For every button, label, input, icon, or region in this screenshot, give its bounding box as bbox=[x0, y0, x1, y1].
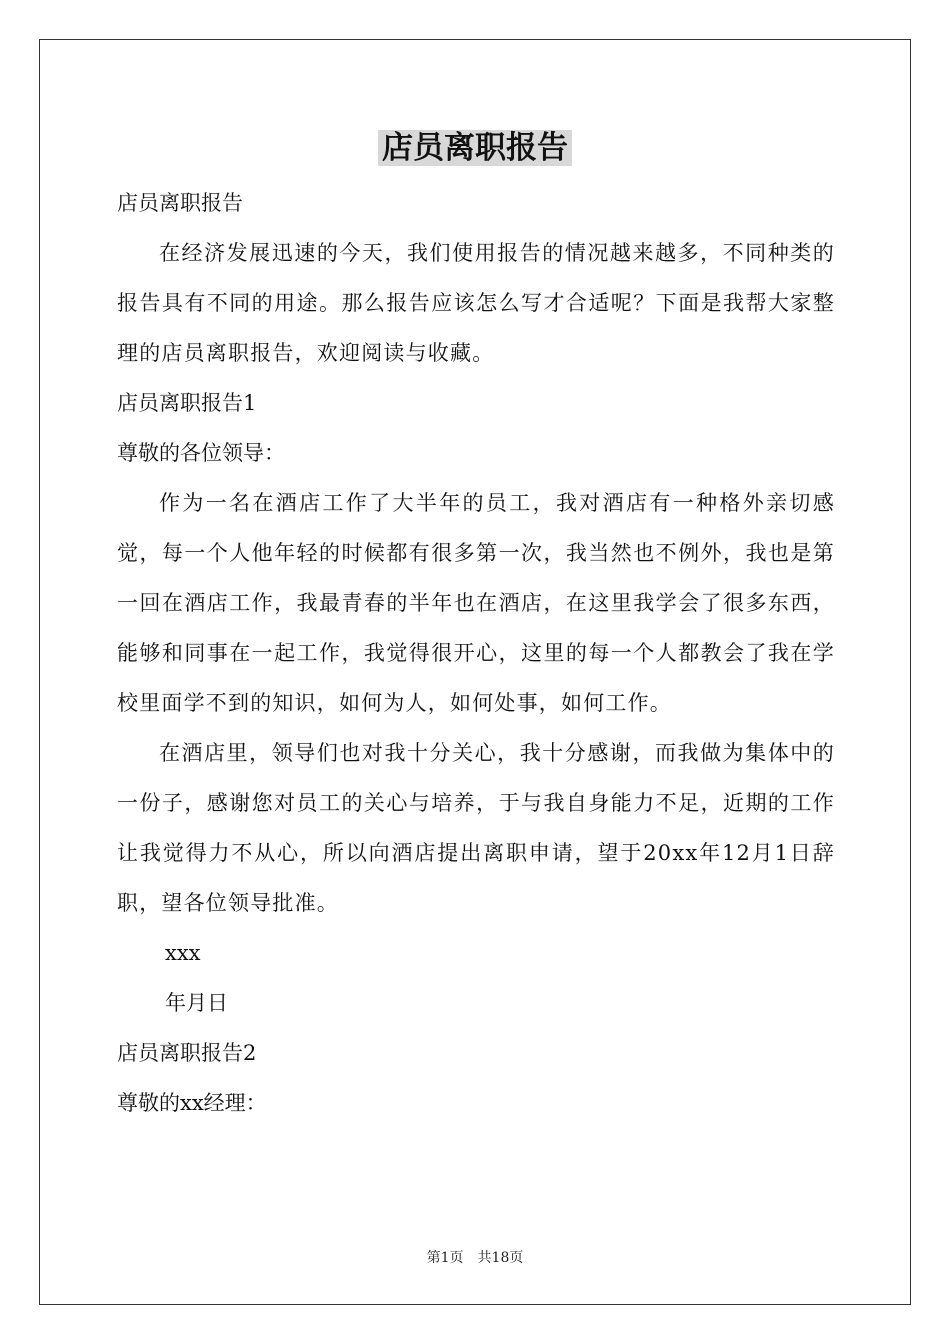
section1-paragraph-2: 在酒店里，领导们也对我十分关心，我十分感谢，而我做为集体中的一份子，感谢您对员工的关心与培养，于与我自身能力不足，近期的工作让我觉得力不从心，所以向酒店提出离职申请，望于20xx年12月1日辞职，望各位领导批准。 bbox=[117, 741, 835, 915]
section2-salutation: 尊敬的xx经理： bbox=[117, 1091, 267, 1115]
subtitle: 店员离职报告 bbox=[117, 191, 243, 215]
section1-heading: 店员离职报告1 bbox=[117, 391, 257, 415]
section1-signature: xxx bbox=[165, 941, 201, 965]
document-body bbox=[117, 178, 835, 1128]
document-title bbox=[0, 126, 950, 170]
page-number: 第1页 共18页 bbox=[426, 1250, 524, 1266]
section2-heading: 店员离职报告2 bbox=[117, 1041, 257, 1065]
section1-paragraph-1: 作为一名在酒店工作了大半年的员工，我对酒店有一种格外亲切感觉，每一个人他年轻的时候都有很多第一次，我当然也不例外，我也是第一回在酒店工作，我最青春的半年也在酒店，在这里我学会了很多东西，能够和同事在一起工作，我觉得很开心，这里的每一个人都教会了我在学校里面学不到的知识，如何为人，如何处事，如何工作。 bbox=[117, 491, 835, 715]
intro-paragraph: 在经济发展迅速的今天，我们使用报告的情况越来越多，不同种类的报告具有不同的用途。那么报告应该怎么写才合适呢？下面是我帮大家整理的店员离职报告，欢迎阅读与收藏。 bbox=[117, 241, 835, 365]
section1-date: 年月日 bbox=[165, 991, 228, 1015]
page-footer bbox=[0, 1247, 950, 1267]
document-title-text: 店员离职报告 bbox=[378, 130, 572, 166]
section1-salutation: 尊敬的各位领导： bbox=[117, 441, 285, 465]
